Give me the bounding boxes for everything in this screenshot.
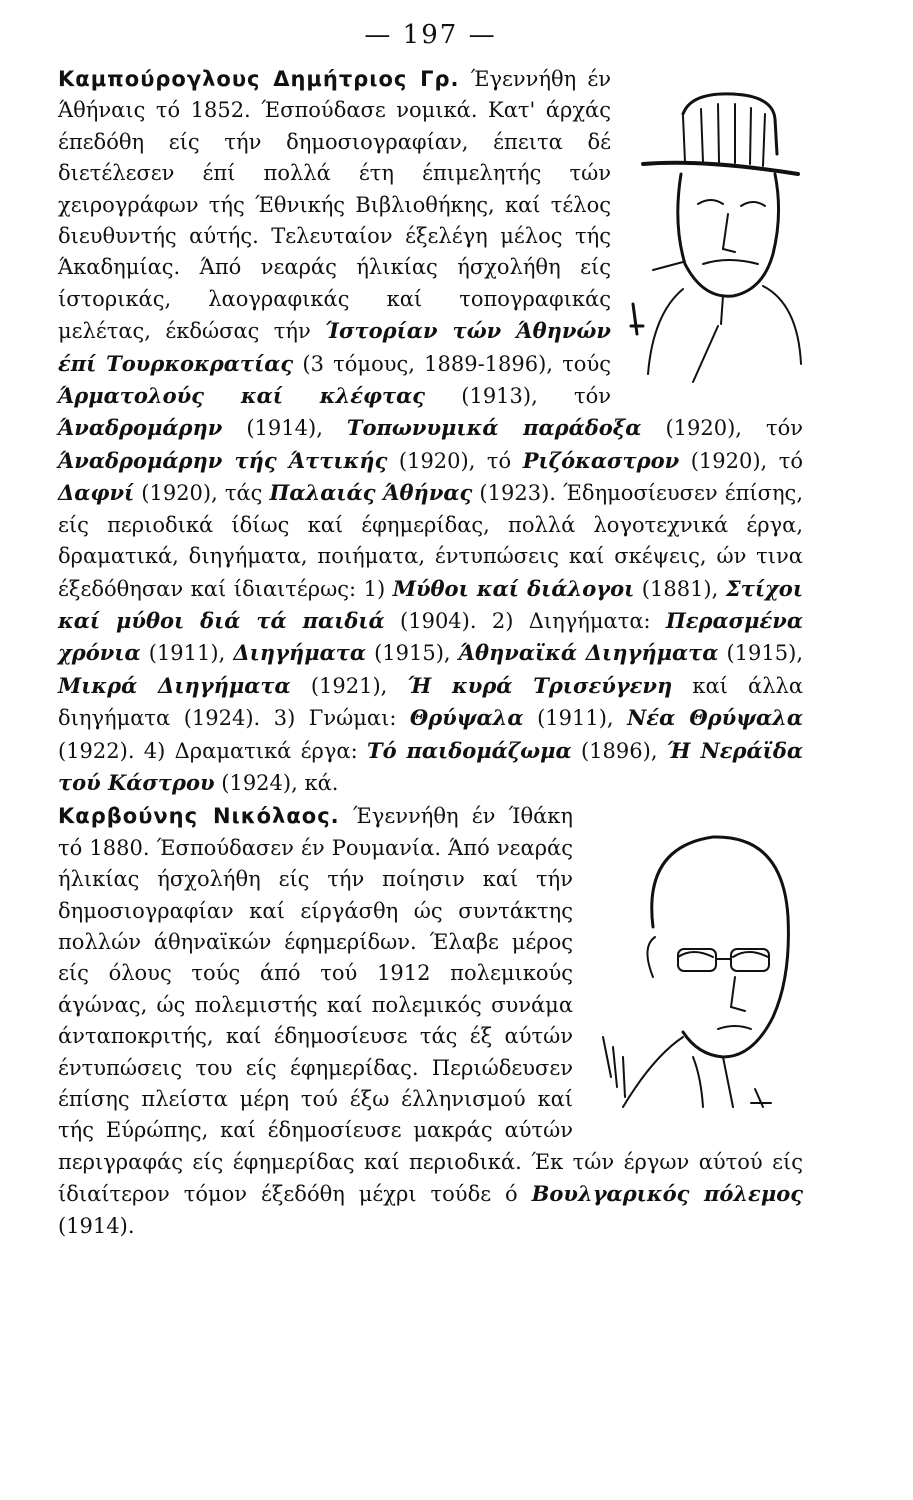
- work-title-1: Ίστορίαν τών Άθηνών έπί Τουρκοκρατίας: [58, 318, 611, 376]
- entry-text-1: Έγεννήθη έν Άθήναις τό 1852. Έσπούδασε νομικά. Κατ' άρχάς έπεδόθη είς τήν δημοσιογραφίαν, έπειτα δέ διετέλεσεν έπί πολλά έτη έπιμελητής τών χειρογράφων τής Έθνικής Βιβλιοθήκης, καί τέλος διευθυντής αύτής. Τελευταίον έξελέγη μέλος τής Άκαδημίας. Άπό νεαράς ήλικίας ήσχολήθη είς ίστορικάς, λαογραφικάς καί τοπογραφικάς μελέτας, έκδώσας τήν: [58, 67, 611, 344]
- work-title-19: Ή Νεράϊδα τού Κάστρου: [58, 737, 803, 795]
- entry-text-1: Έγεννήθη έν Ίθάκη τό 1880. Έσπούδασεν έν Ρουμανία. Άπό νεαράς ήλικίας ήσχολήθη είς τήν ποίησιν καί τήν δημοσιογραφίαν καί είργάσθη ώς συντάκτης πολλών άθηναϊκών έφημερίδων. Έλαβε μέρος είς όλους τούς άπό τού 1912 πολεμικούς άγώνας, ώς πολεμιστής καί πολεμικός συνάμα άνταποκριτής, καί έδημοσίευσε τάς έξ αύτών έντυπώσεις του είς έφημερίδας. Περιώδευσεν έπίσης πλείστα μέρη τού έξω έλληνισμού καί τής Εύρώπης, καί έδημοσίευσε μακράς αύτών περιγραφάς είς έφημερίδας καί περιοδικά. Έκ τών έργων αύτού είς ίδιαίτερον τόμον έξεδόθη μέχρι τούδε ό: [58, 804, 803, 1207]
- entry-text-7: (1920), τό: [679, 448, 803, 473]
- entry-paragraph: [58, 801, 803, 1242]
- entry-text-8: (1920), τάς: [134, 481, 270, 506]
- entry-text-11: (1904). 2) Διηγήματα:: [384, 608, 666, 633]
- work-title-8: Παλαιάς Άθήνας: [269, 480, 473, 506]
- entry-paragraph: [58, 64, 803, 799]
- work-title-7: Δαφνί: [58, 480, 135, 506]
- work-title-15: Ή κυρά Τρισεύγενη: [407, 672, 673, 698]
- entry-text-2: (1914).: [58, 1213, 135, 1238]
- entry-name: Καρβούνης Νικόλαος.: [58, 804, 340, 829]
- work-title-2: Άρματολούς καί κλέφτας: [58, 383, 426, 409]
- entry-text-2: (3 τόμους, 1889-1896), τούς: [293, 351, 611, 376]
- entry-text-20: (1924), κά.: [214, 770, 339, 795]
- entry-text-3: (1913), τόν: [425, 384, 611, 409]
- portrait-bald-man-glasses-icon: [583, 807, 803, 1117]
- entry-text-4: (1914),: [222, 416, 347, 441]
- work-title-5: Άναδρομάρην τής Άττικής: [58, 447, 388, 473]
- work-title-3: Άναδρομάρην: [58, 415, 223, 441]
- work-title-17: Νέα Θρύψαλα: [627, 705, 804, 731]
- work-title-9: Μύθοι καί διάλογοι: [392, 575, 635, 601]
- entry-kampouroglous: [58, 64, 803, 799]
- entry-text-6: (1920), τό: [387, 448, 523, 473]
- book-page: [58, 20, 803, 1242]
- entry-name: Καμπούρογλους Δημήτριος Γρ.: [58, 67, 460, 91]
- work-title-18: Τό παιδομάζωμα: [366, 737, 572, 763]
- work-title-10: Στίχοι καί μύθοι διά τά παιδιά: [58, 575, 803, 633]
- entry-text-10: (1881),: [634, 576, 726, 601]
- entry-text-13: (1915),: [366, 641, 459, 666]
- work-title-13: Άθηναϊκά Διηγήματα: [458, 640, 719, 666]
- work-title-12: Διηγήματα: [233, 640, 367, 666]
- work-title-11: Περασμένα χρόνια: [58, 607, 804, 666]
- entry-text-14: (1915),: [718, 641, 804, 666]
- entry-text-17: (1911),: [523, 706, 628, 731]
- work-title-6: Ριζόκαστρον: [522, 447, 680, 473]
- work-title-1: Βουλγαρικός πόλεμος: [531, 1181, 803, 1207]
- entry-text-18: (1922). 4) Δραματικά έργα:: [58, 738, 367, 763]
- page-number: — 197 —: [364, 20, 497, 50]
- portrait-man-with-hat-icon: [623, 64, 803, 384]
- entry-text-19: (1896),: [571, 738, 667, 763]
- entry-text-5: (1920), τόν: [641, 416, 804, 441]
- work-title-4: Τοπωνυμικά παράδοξα: [346, 415, 642, 441]
- work-title-16: Θρύψαλα: [409, 705, 524, 731]
- work-title-14: Μικρά Διηγήματα: [58, 672, 291, 698]
- entry-text-9: (1923). Έδημοσίευσεν έπίσης, είς περιοδικά ίδίως καί έφημερίδας, πολλά λογοτεχνικά έργα, δραματικά, διηγήματα, ποιήματα, έντυπώσεις καί σκέψεις, ών τινα έξεδόθησαν καί ίδιαιτέρως: 1): [58, 481, 803, 601]
- entry-text-12: (1911),: [140, 641, 234, 666]
- entry-karvounis: [58, 801, 803, 1242]
- entry-text-15: (1921),: [290, 673, 408, 698]
- entry-text-16: καί άλλα διηγήματα (1924). 3) Γνώμαι:: [58, 673, 804, 731]
